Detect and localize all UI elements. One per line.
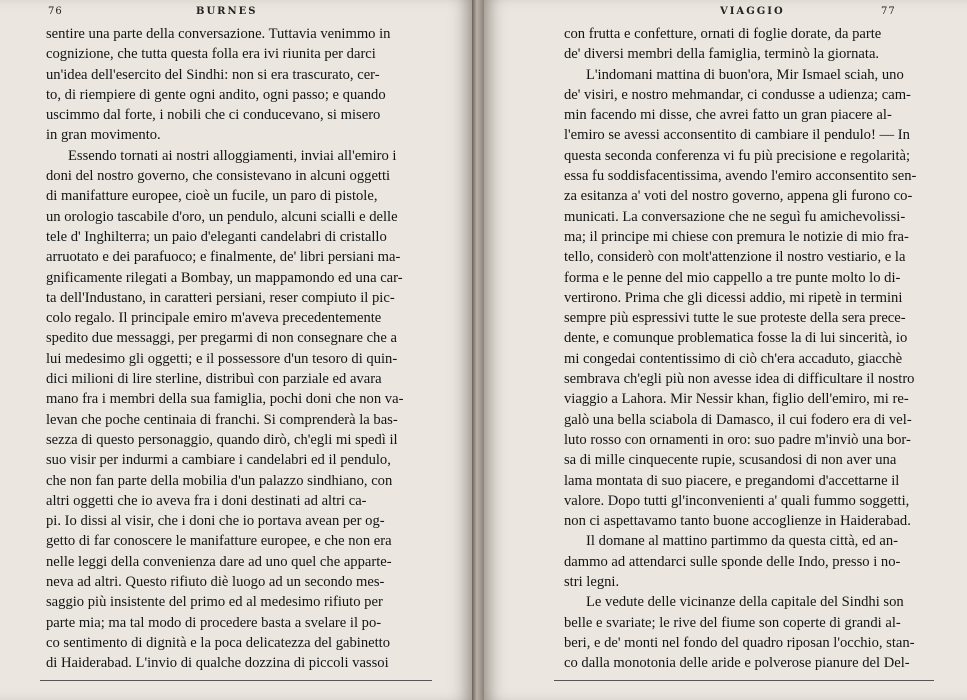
text-line: uscimmo dal forte, i nobili che ci conducevano, si misero [46,107,381,124]
page-number-left: 76 [48,6,63,17]
text-line: municati. La conversazione che ne seguì fu amichevolissi- [564,208,906,225]
text-line: lui medesimo gli oggetti; e il possessore d'un tesoro di quin- [46,350,398,367]
text-line: beri, e de' monti nel fondo del quadro riposan l'occhio, stan- [564,634,915,651]
text-line: galò una bella sciabola di Damasco, il cui fodero era di vel- [564,411,912,428]
text-line: lama montata di suo piacere, e pregandomi d'accettarne il [564,472,900,489]
page-number-right: 77 [881,6,896,17]
text-line: gnificamente rilegati a Bombay, un mappamondo ed una car- [46,269,403,286]
text-line: arruotato e dei parafuoco; e finalmente, de' libri persiani ma- [46,249,401,266]
book-gutter [472,0,484,700]
text-line: sa di mille cinquecente rupie, scusandosi di non aver una [564,452,897,469]
running-head-left: BURNES [196,6,258,17]
left-page-rule [40,680,432,681]
text-line: neva ad altri. Questo rifiuto diè luogo ad un secondo mes- [46,574,385,591]
text-line: de' visiri, e nostro mehmandar, ci condusse a udienza; cam- [564,86,911,103]
text-line: Il domane al mattino partimmo da questa città, ed an- [586,533,899,550]
text-line: za esitanza a' voti del nostro governo, appena gli furono co- [564,188,913,205]
right-text-block [564,24,919,674]
text-line: di Haiderabad. L'invio di qualche dozzina di piccoli vassoi [46,655,389,672]
text-line: sembrava ch'egli più non avesse idea di difficultare il nostro [564,371,915,388]
text-line: in gran movimento. [46,127,161,144]
left-page [0,0,472,700]
text-line: con frutta e confetture, ornati di foglie dorate, da parte [564,26,882,42]
text-line: essa fu soddisfacentissima, avendo l'emiro acconsentito sen- [564,168,917,185]
text-line: belle e svariate; le rive del fiume son coperte di grandi al- [564,614,901,631]
right-page-rule [554,680,934,681]
text-line: sentire una parte della conversazione. Tuttavia venimmo in [46,26,391,42]
text-line: dici milioni di lire sterline, distribuì con parziale ed avara [46,371,382,388]
running-head-right: VIAGGIO [720,6,785,17]
text-line: co dalla monotonia delle aride e polverose pianure del Del- [564,655,910,672]
right-page [484,0,967,700]
text-line: ta dell'Industano, in caratteri persiani, reser compiuto il pic- [46,289,395,306]
text-line: Le vedute delle vicinanze della capitale del Sindhi son [586,594,904,611]
text-line: mi congedai contentissimo di ciò ch'era accaduto, giacchè [564,350,903,367]
text-line: parte mia; ma tal modo di procedere basta a svelare il po- [46,614,382,631]
text-line: cognizione, che tutta questa folla era ivi riunita per darci [46,46,376,63]
text-line: sezza di questo personaggio, quando dirò, ch'egli mi spedì il [46,431,398,448]
text-line: co sentimento di dignità e la poca delicatezza del gabinetto [46,634,391,651]
text-line: getto di far conoscere le manifatture europee, e che non era [46,533,392,550]
text-line: de' diversi membri della famiglia, terminò la giornata. [564,46,880,63]
text-line: L'indomani mattina di buon'ora, Mir Ismael sciah, uno [586,66,904,83]
text-line: mano fra i membri della sua famiglia, pochi doni che non va- [46,391,404,408]
text-line: ma; il principe mi chiese con premura le notizie di mio fra- [564,228,909,245]
text-line: l'emiro se avessi acconsentito di cambiare il pendulo! — In [564,127,910,144]
text-line: viaggio a Lahora. Mir Nessir khan, figlio dell'emiro, mi re- [564,391,909,408]
text-line: pi. Io dissi al visir, che i doni che io portava avean per og- [46,513,385,530]
text-line: questa seconda conferenza vi fu più precisione e regolarità; [564,147,911,164]
text-line: suo visir per indurmi a cambiare i candelabri ed il pendulo, [46,452,391,469]
text-line: levan che poche centinaia di franchi. Si comprenderà la bas- [46,411,398,428]
text-line: di manifatture europee, cioè un fucile, un paro di pistole, [46,188,378,205]
text-line: luto rosso con ornamenti in oro: suo padre m'inviò una bor- [564,431,911,448]
text-line: doni del nostro governo, che consistevano in alcuni oggetti [46,168,391,185]
text-line: nelle leggi della convenienza dare ad uno quel che apparte- [46,553,392,570]
text-line: forma e le penne del mio cappello a tre punte molto lo di- [564,269,901,286]
text-line: dammo ad attendarci sulle sponde delle Indo, presso i no- [564,553,901,570]
text-line: un'idea dell'esercito del Sindhi: non si era trascurato, cer- [46,66,380,83]
text-line: dente, e comunque problematica fosse la di lui sincerità, io [564,330,908,347]
text-line: non ci aspettavamo tanto buone accoglienze in Haiderabad. [564,513,911,530]
text-line: spedito due messaggi, per pregarmi di non consegnare che a [46,330,397,347]
text-line: tele d' Inghilterra; un paio d'eleganti candelabri di cristallo [46,228,387,245]
text-line: che non fan parte della mobilia d'un palazzo sindhiano, con [46,472,393,489]
text-line: Essendo tornati ai nostri alloggiamenti, inviai all'emiro i [68,147,397,164]
text-line: stri legni. [564,574,620,591]
left-text-block [46,24,410,674]
text-line: valore. Dopo tutti gl'inconvenienti a' quali fummo soggetti, [564,492,910,509]
text-line: min facendo mi disse, che avrei fatto un gran piacere al- [564,107,892,124]
text-line: saggio più insistente del primo ed al medesimo rifiuto per [46,594,383,611]
text-line: sempre più espressivi tutte le sue proteste della sera prece- [564,310,906,327]
text-line: tello, considerò con molt'attenzione il nostro vestiario, e la [564,249,906,266]
text-line: un orologio tascabile d'oro, un pendulo, alcuni scialli e delle [46,208,398,225]
text-line: vertirono. Prima che gli dicessi addio, mi ripetè in termini [564,289,903,306]
text-line: to, di riempiere di gente ogni andito, ogni passo; e quando [46,86,386,103]
text-line: colo regalo. Il principale emiro m'aveva precedentemente [46,310,382,327]
text-line: altri oggetti che io aveva fra i doni destinati ad altri ca- [46,492,367,509]
